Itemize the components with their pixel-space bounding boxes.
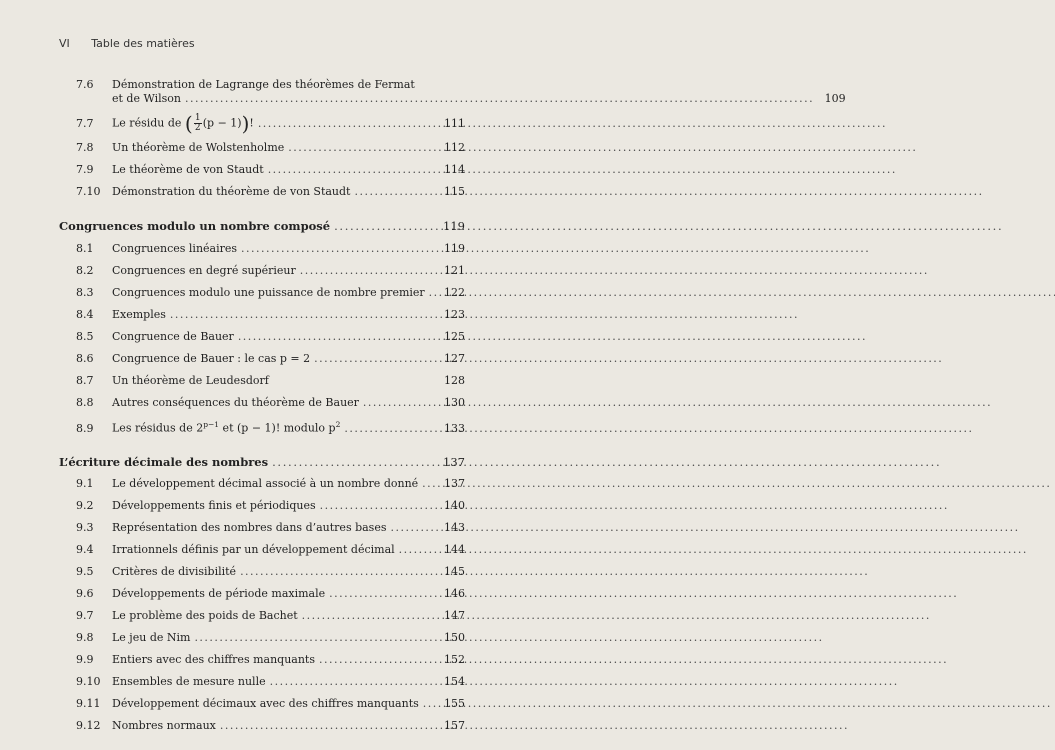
- section-title-line1: Démonstration de Lagrange des théorèmes de Fermat: [112, 78, 415, 91]
- leader-dots: [238, 330, 865, 344]
- toc-entry-9-7[interactable]: [59, 609, 465, 623]
- page-number: 133: [444, 421, 465, 435]
- section-number: 8.9: [76, 421, 94, 435]
- page-number: 111: [444, 116, 465, 130]
- chapter-title: Congruences modulo un nombre composé: [59, 219, 331, 233]
- section-title: Congruences en degré supérieur: [112, 264, 296, 277]
- toc-entry-7-8[interactable]: [59, 141, 465, 155]
- section-number: 8.6: [76, 352, 94, 365]
- section-title: Exemples: [112, 308, 166, 321]
- toc-entry-9-9[interactable]: [59, 653, 465, 667]
- toc-entry-8-6[interactable]: [59, 352, 465, 366]
- leader-dots: [240, 565, 867, 579]
- leader-dots: [194, 631, 821, 645]
- section-title: Congruence de Bauer: [112, 330, 234, 343]
- leader-dots: [329, 587, 956, 601]
- section-title: Autres conséquences du théorème de Bauer: [112, 396, 359, 409]
- section-title: Développements de période maximale: [112, 586, 326, 600]
- page-number: 137: [444, 476, 465, 490]
- toc-chapter-9[interactable]: [59, 455, 465, 469]
- leader-dots: [320, 499, 947, 513]
- leader-dots: [300, 264, 927, 278]
- running-head-title: Table des matières: [91, 37, 195, 50]
- section-title: Un théorème de Leudesdorf: [112, 374, 269, 387]
- leader-dots: [170, 308, 797, 322]
- toc-entry-7-10[interactable]: [59, 185, 465, 199]
- page-number: 143: [444, 520, 465, 534]
- section-number: 8.3: [76, 286, 94, 299]
- leader-dots: [399, 543, 1026, 557]
- page-number: 130: [444, 396, 465, 409]
- section-title: Démonstration du théorème de von Staudt: [112, 185, 351, 198]
- toc-entry-9-1[interactable]: [59, 477, 465, 491]
- section-title: Congruences modulo une puissance de nombre premier: [112, 286, 425, 299]
- leader-dots: [268, 163, 895, 177]
- section-number: 9.12: [76, 718, 101, 732]
- toc-entry-9-3[interactable]: [59, 521, 465, 535]
- section-title: Critères de divisibilité: [112, 564, 237, 578]
- section-number: 9.5: [76, 564, 94, 578]
- toc-entry-8-1[interactable]: [59, 242, 465, 256]
- section-number: 7.10: [76, 185, 101, 198]
- toc-entry-9-10[interactable]: [59, 675, 465, 689]
- page-number: 157: [444, 718, 465, 732]
- chapter-title: L’écriture décimale des nombres: [59, 454, 269, 469]
- page-number: 150: [444, 630, 465, 644]
- leader-dots: [319, 653, 946, 667]
- leader-dots: [220, 719, 847, 733]
- toc-entry-8-2[interactable]: [59, 264, 465, 278]
- section-number: 8.7: [76, 374, 94, 387]
- running-head: [59, 37, 195, 50]
- page-number: 112: [444, 141, 465, 154]
- toc-entry-7-6[interactable]: [59, 78, 846, 106]
- leader-dots: [272, 455, 939, 469]
- toc-entry-9-6[interactable]: [59, 587, 465, 601]
- toc-entry-9-4[interactable]: [59, 543, 465, 557]
- section-title: Le résidu de ( $\frac{1}{2}$ (p − 1))!: [112, 111, 254, 136]
- section-title: Un théorème de Wolstenholme: [112, 141, 285, 154]
- section-title: Congruence de Bauer : le cas p = 2: [112, 352, 311, 365]
- page-number: 125: [444, 330, 465, 343]
- page-number: 146: [444, 586, 465, 600]
- page-number: 152: [444, 652, 465, 666]
- toc-entry-9-11[interactable]: [59, 697, 465, 711]
- page-number: 127: [444, 352, 465, 365]
- toc-entry-8-3[interactable]: [59, 286, 465, 300]
- page-number: 114: [444, 163, 465, 176]
- toc-entry-8-7[interactable]: [59, 374, 465, 388]
- page-number: 109: [824, 92, 846, 105]
- section-number: 9.4: [76, 542, 94, 556]
- toc-entry-9-8[interactable]: [59, 631, 465, 645]
- section-title: Les résidus de $2^{p-1}$ et (p − 1)! modulo $p^2$: [112, 420, 341, 435]
- section-number: 7.6: [76, 78, 94, 91]
- toc-entry-8-5[interactable]: [59, 330, 465, 344]
- section-title: Congruences linéaires: [112, 242, 238, 255]
- leader-dots: [270, 675, 897, 689]
- section-title: et de Wilson: [112, 92, 181, 105]
- section-number: 9.10: [76, 674, 101, 688]
- toc-entry-9-2[interactable]: [59, 499, 465, 513]
- section-number: 8.5: [76, 330, 94, 343]
- fraction: $\frac{1}{2}$: [194, 113, 201, 133]
- section-number: 9.1: [76, 476, 94, 490]
- page-number: 123: [444, 308, 465, 321]
- leader-dots: [314, 352, 941, 366]
- page-folio: VI: [59, 37, 70, 50]
- section-number: 9.9: [76, 652, 94, 666]
- section-number: 8.8: [76, 396, 94, 409]
- toc-entry-8-9[interactable]: [59, 418, 465, 436]
- toc-entry-9-5[interactable]: [59, 565, 465, 579]
- section-number: 9.2: [76, 498, 94, 512]
- section-number: 9.7: [76, 608, 94, 622]
- toc-entry-7-7[interactable]: [59, 111, 465, 136]
- leader-dots: [429, 286, 1055, 300]
- section-title: Le jeu de Nim: [112, 630, 191, 644]
- leader-dots: [241, 242, 868, 256]
- section-title: Ensembles de mesure nulle: [112, 674, 266, 688]
- section-number: 9.11: [76, 696, 101, 710]
- toc-entry-8-8[interactable]: [59, 396, 465, 410]
- leader-dots: [288, 141, 915, 155]
- section-number: 7.9: [76, 163, 94, 176]
- page-number: 115: [444, 185, 465, 198]
- page-number: 119: [443, 219, 465, 233]
- page-number: 147: [444, 608, 465, 622]
- page-number: 155: [444, 696, 465, 710]
- page-number: 154: [444, 674, 465, 688]
- leader-dots: [258, 117, 885, 131]
- page-number: 121: [444, 264, 465, 277]
- page-number: 122: [444, 286, 465, 299]
- section-number: 7.8: [76, 141, 94, 154]
- leader-dots: [422, 477, 1049, 491]
- leader-dots: [423, 697, 1050, 711]
- section-title: Le problème des poids de Bachet: [112, 608, 298, 622]
- section-number: 9.3: [76, 520, 94, 534]
- leader-dots: [302, 609, 929, 623]
- page-number: 140: [444, 498, 465, 512]
- section-number: 9.8: [76, 630, 94, 644]
- section-title: Le théorème de von Staudt: [112, 163, 264, 176]
- leader-dots: [390, 521, 1017, 535]
- section-title: Représentation des nombres dans d’autres bases: [112, 520, 387, 534]
- section-number: 8.2: [76, 264, 94, 277]
- toc-chapter-8[interactable]: [59, 219, 465, 233]
- section-title: Entiers avec des chiffres manquants: [112, 652, 315, 666]
- page-number: 144: [444, 542, 465, 556]
- page-number: 119: [444, 242, 465, 255]
- section-number: 9.6: [76, 586, 94, 600]
- page-number: 128: [444, 374, 465, 387]
- section-number: 8.4: [76, 308, 94, 321]
- section-title: Le développement décimal associé à un nombre donné: [112, 476, 419, 490]
- section-title: Nombres normaux: [112, 718, 216, 732]
- page-number: 137: [443, 454, 465, 469]
- section-title: Développements finis et périodiques: [112, 498, 316, 512]
- page-number: 145: [444, 564, 465, 578]
- leader-dots: [185, 92, 812, 106]
- toc-entry-9-12[interactable]: [59, 719, 465, 733]
- toc-entry-8-4[interactable]: [59, 308, 465, 322]
- table-of-contents: [59, 78, 846, 733]
- section-number: 8.1: [76, 242, 94, 255]
- section-number: 7.7: [76, 116, 94, 130]
- section-title: Irrationnels définis par un développement décimal: [112, 542, 395, 556]
- section-title: Développement décimaux avec des chiffres manquants: [112, 696, 419, 710]
- toc-entry-7-9[interactable]: [59, 163, 465, 177]
